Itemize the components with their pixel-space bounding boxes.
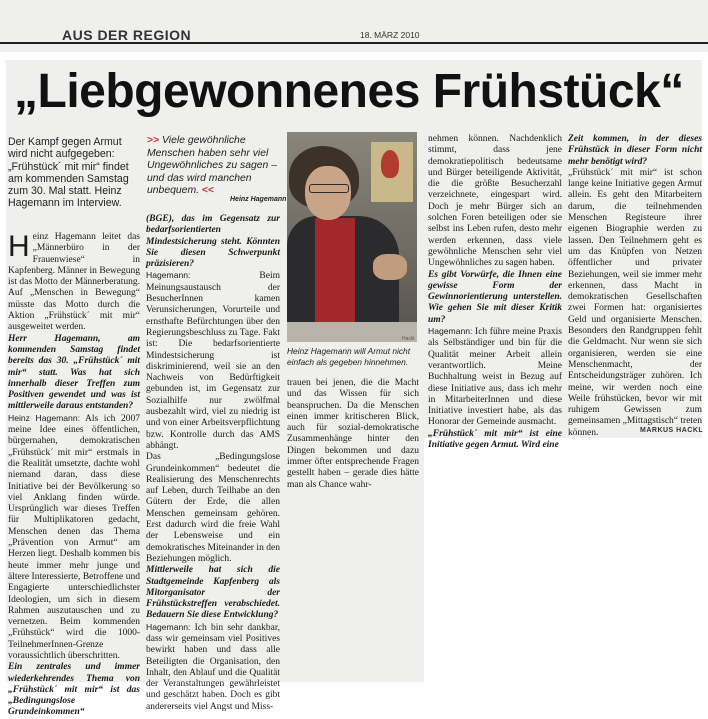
photo-table (287, 322, 417, 342)
photo-caption: Heinz Hagemann will Armut nicht einfach als gegeben hinnehmen. (287, 346, 411, 367)
question-4: Es gibt Vorwürfe, die Ihnen eine gewisse Form der Gewinnorientierung unterstellen. Wie gehen Sie mit dieser Kritik um? (428, 269, 562, 325)
article-column-5 (568, 134, 702, 439)
photo-hand (373, 254, 407, 280)
article-column-3 (287, 378, 419, 491)
speaker-label: Hagemann: (428, 326, 473, 337)
pull-quote-open: >> (147, 135, 160, 146)
pull-quote (147, 135, 285, 198)
question-2-continued: (BGE), das im Gegensatz zur bedarfsorientierten Mindestsicherung steht. Könnten Sie diesen Schwerpunkt präzisieren? (146, 214, 280, 270)
clipping-header-area (0, 0, 708, 52)
photo-face (305, 166, 351, 220)
answer-2: Hagemann: Beim Meinungsaustausch der BesucherInnen kamen Verunsicherungen, Vorurteile und ernsthafte Befürchtungen über den Regierungsbeschluss zu Tage. Fakt ist: Die bedarfsorientierte Mindestsicherung ist diskriminierend, weil sie an den Nachweis von Bedürftigkeit gebunden ist, im Gegensatz zur Sozialhilfe nur zwölfmal ausbezahlt wird, viel zu niedrig ist und von einer Arbeitsverpflichtung bzw. Kontrolle durch das AMS abhängt. (146, 270, 280, 451)
answer-4: Hagemann: Ich führe meine Praxis als Selbständiger und bin für die Qualität meiner Arbeit allein verantwortlich. Meine Buchhaltung weist in Bezug auf diese Initiative aus, dass ich mehr in MitarbeiterInnen und diese Initiative investiert habe, als das Honorar der Gemeinde ausmacht. (428, 326, 562, 428)
drop-cap: H (8, 230, 30, 263)
pull-quote-close: << (201, 185, 215, 197)
answer-5: „Frühstück´ mit mir“ ist schon lange keine Initiative gegen Armut allein. Es geht den Mitarbeitern darum, die teilnehmenden Menschen Registeure ihrer eigenen Biographie werden zu lassen. Den Teilnehmern geht es um das Knüpfen von Netzen öffentlicher und privater Beziehungen, weil sie immer mehr erkennen, dass Macht in demokratischen Gesellschaften zwei Formen hat: organisiertes Geld und organisierte Menschen. Besonders den Randgruppen fehlt die Geldmacht. Nur wenn sie sich organisieren, werden sie eine Menschenmacht, der Entscheidungsträger zuhören. Ich meine, wir werden noch eine Weile frühstücken, bevor wir mit ruhigem Gewissen zum gemeinsamen „Mittagstisch“ treten können. (568, 167, 703, 438)
article-column-1 (8, 232, 140, 719)
headline: „Liebgewonnenes Frühstück“ (14, 65, 684, 118)
article-column-2 (146, 214, 280, 713)
portrait-photo (287, 132, 417, 342)
question-5: „Frühstück´ mit mir“ ist eine Initiative gegen Armut. Wird eine (428, 428, 562, 451)
pull-quote-credit: Heinz Hagemann (230, 196, 287, 203)
answer-2-part-2: Das „Bedingungslose Grundeinkommen“ bedeutet die Realisierung des Menschenrechts auf Leben, durch Teilhabe an den Gütern der Erde, die allen Menschen gemeinsam gehören. Erst dadurch wird die freie Wahl der Lebensweise und ein demokratisches Miteinander in den Beziehungen möglich. (146, 452, 280, 564)
pull-quote-text: Viele gewöhnliche Menschen haben sehr viel Ungewöhnliches zu sagen – und das wird manchen unbequem. (147, 135, 277, 197)
question-2: Ein zentrales und immer wiederkehrendes Thema von „Frühstück´ mit mir“ ist das „Bedingungslose Grundeinkommen“ (8, 662, 140, 718)
speaker-label: Heinz Hagemann: (8, 412, 80, 423)
issue-date: 18. MÄRZ 2010 (360, 30, 420, 40)
article-column-4 (428, 134, 562, 451)
answer-3-end: nehmen können. Nachdenklich stimmt, dass jene demokratiepolitisch bedeutsame und Bürger beteiligende Aktivität, die die größte Besucherzahl verzeichnete, eingespart wird. Doch je mehr Bürger sich an solchen Foren beteiligen oder sie selbst ins Leben rufen, desto mehr werden erkennen, dass viele gewöhnliche Menschen sehr viel Ungewöhnliches zu sagen haben. (428, 134, 562, 269)
question-1: Herr Hagemann, am kommenden Samstag findet bereits das 30. „Frühstück´ mit mir“ statt. Was hat sich innerhalb dieser Treffen zum Positiven gewendet und was ist mittlerweile daraus entstanden? (8, 333, 140, 412)
intro-paragraph: Heinz Hagemann leitet das „Männerbüro in der Frauenwiese“ in Kapfenberg. Männer in Bewegung ist das Motto der Männerberatung. Auf „Menschen in Bewegung“ müsste das Motto durch die Aktion „Frühstück´ mit mir“ ausgeweitet werden. (8, 230, 140, 333)
question-5-continued: Zeit kommen, in der dieses Frühstück in dieser Form nicht mehr benötigt wird? (568, 134, 702, 167)
section-kicker: AUS DER REGION (62, 27, 192, 43)
speaker-label: Hagemann: (146, 270, 191, 281)
photo-parrot (381, 150, 399, 178)
answer-3: Hagemann: Ich bin sehr dankbar, dass wir gemeinsam viel Positives bewirkt haben und dass alle Beteiligten die Organisation, den Inhalt, den Ablauf und die Qualität der Veranstaltungen gewährleistet und geschätzt haben. Doch es gibt andererseits viel Angst und Miss- (146, 621, 280, 712)
photo-credit: Hackl (402, 336, 415, 342)
question-3: Mittlerweile hat sich die Stadtgemeinde Kapfenberg als Mitorganisator der Frühstückstreffen verabschiedet. Bedauern Sie diese Entwicklung? (146, 565, 280, 621)
speaker-label: Hagemann: (146, 621, 191, 632)
author-byline: MARKUS HACKL (640, 427, 704, 434)
lead-paragraph: Der Kampf gegen Armut wird nicht aufgegeben: „Frühstück´ mit mir“ findet am kommenden Samstag zum 30. Mal statt. Heinz Hagemann im Interview. (8, 136, 129, 210)
answer-3-continued: trauen bei jenen, die die Macht und das Wissen für sich beanspruchen. Da die Menschen einen immer kritischeren Blick, auch für sozial-demokratische Zusammenhänge hinter den Dingen bekommen und dazu immer öfter entsprechende Fragen gestellt haben – gerade dies hätte man als Chance wahr- (287, 378, 419, 490)
answer-1: Heinz Hagemann: Als ich 2007 meine Idee eines öffentlichen, bürgernahen, demokratischen „Frühstück´ mit mir“ erstmals in die Realität umsetzte, dachte wohl niemand daran, dass diese Initiative bei der Bevölkerung so viel Anklang finden würde. Ursprünglich war dieses Treffen für Multiplikatoren gedacht, Menschen denen das Thema „Prävention von Armut“ am Herzen liegt. Deshalb kommen bis heute immer mehr junge und ältere Interessierte, Betroffene und Engagierte unterschiedlichster Ideologien, um sich in diesem Rahmen auszutauschen und zu vernetzen. Beim kommenden „Frühstück“ wird die 1000-TeilnehmerInnen-Grenze voraussichtlich überschritten. (8, 412, 140, 661)
photo-glasses (309, 184, 349, 193)
